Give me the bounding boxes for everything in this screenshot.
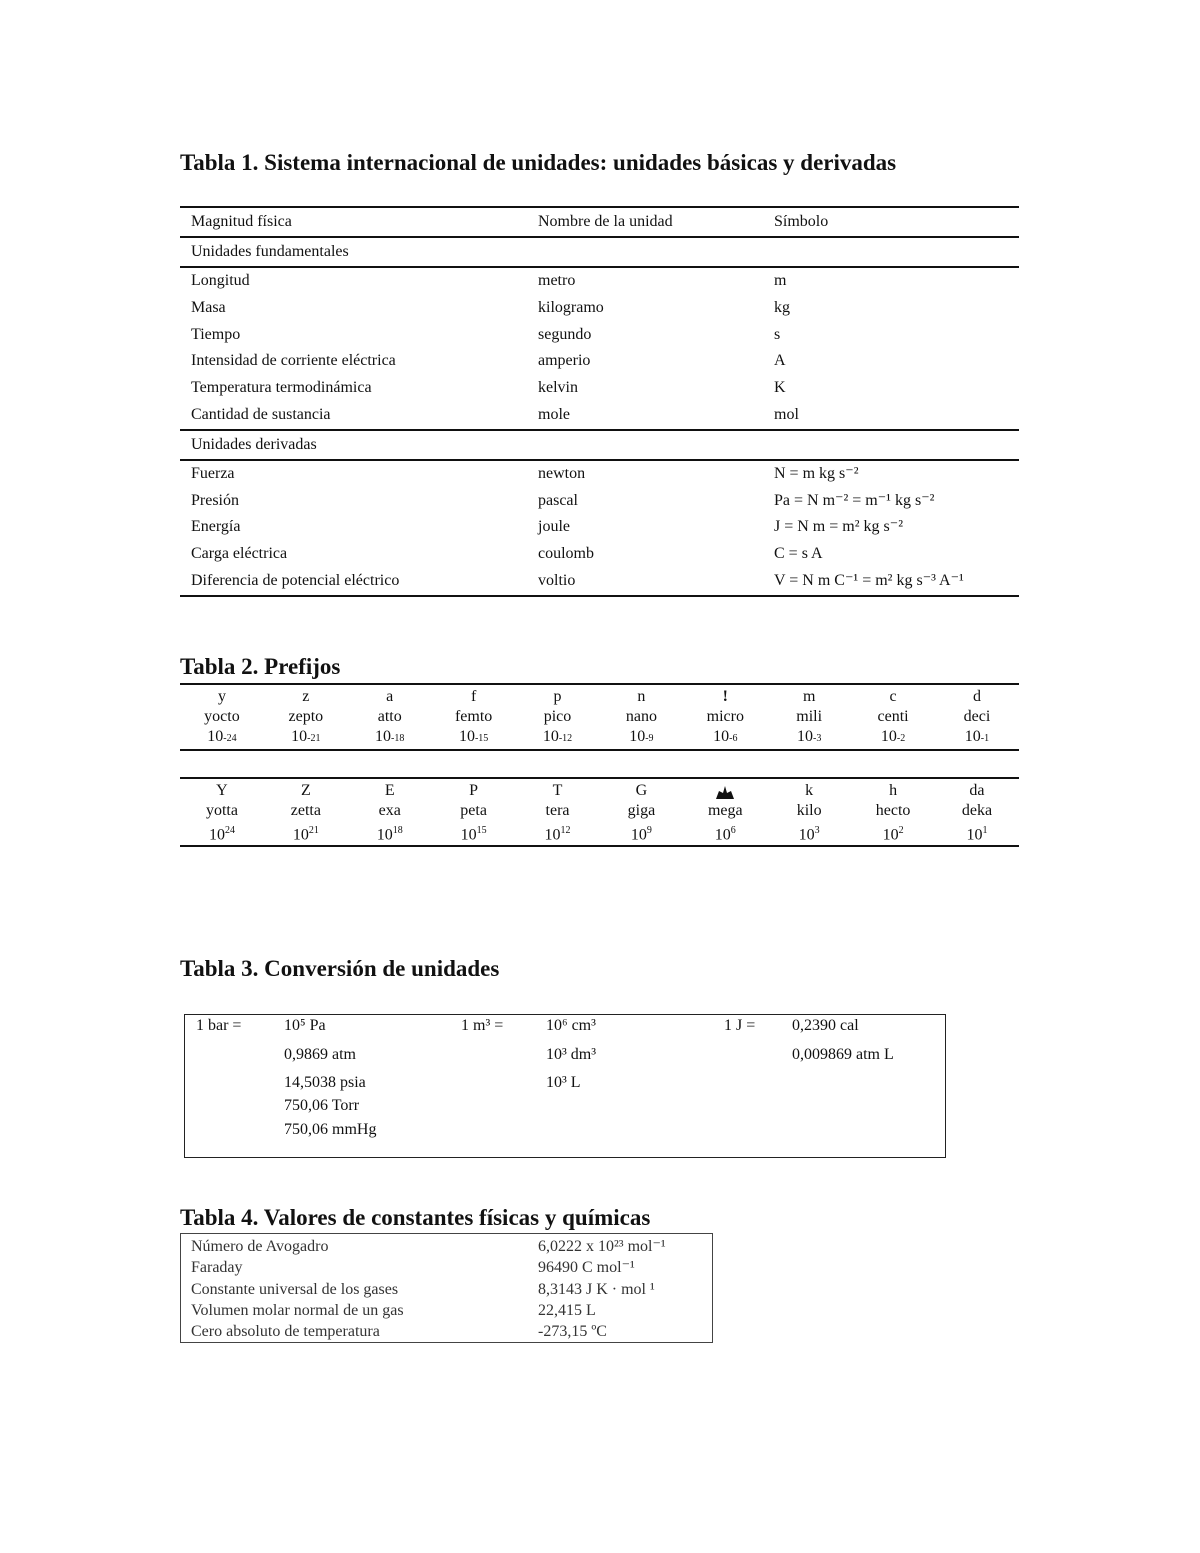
header-nombre: Nombre de la unidad (538, 213, 673, 230)
prefix-cell (348, 779, 432, 845)
tabla1 (180, 206, 1019, 597)
prefix-exponent: -18 (391, 733, 405, 744)
prefix-name: micro (706, 708, 744, 725)
prefix-name: centi (877, 708, 909, 725)
prefix-exponent: 2 (898, 825, 904, 836)
prefix-cell (264, 685, 348, 749)
prefix-exponent: 9 (646, 825, 652, 836)
prefix-symbol: f (470, 688, 477, 705)
cell-simbolo: C = s A (774, 545, 823, 563)
prefix-base: 10 (207, 728, 224, 745)
cell-nombre: pascal (538, 491, 578, 509)
cell-simbolo: s (774, 325, 781, 343)
prefix-exponent: -2 (896, 733, 906, 744)
prefix-symbol: Z (300, 782, 311, 799)
constant-name: Faraday (191, 1259, 243, 1276)
cell-magnitud: Longitud (191, 272, 250, 289)
prefix-exponent: -9 (645, 733, 654, 744)
prefix-cell (348, 685, 432, 749)
tabla1-header-row (180, 206, 1019, 236)
prefix-base: 10 (292, 826, 309, 844)
prefix-cell (683, 779, 767, 845)
cell-nombre: joule (538, 518, 570, 536)
prefix-base: 10 (713, 728, 730, 745)
prefix-name: yotta (205, 802, 238, 819)
prefix-base: 10 (882, 826, 899, 844)
section-derivadas (180, 429, 1019, 461)
prefix-base: 10 (458, 728, 475, 745)
constant-value: 96490 C mol⁻¹ (538, 1259, 635, 1276)
table-row (180, 514, 1019, 541)
table-row (180, 541, 1019, 568)
m3-value: 10³ L (546, 1074, 581, 1091)
prefix-cell (683, 685, 767, 749)
m3-value: 10⁶ cm³ (546, 1017, 596, 1034)
prefix-name: hecto (875, 802, 911, 819)
bar-value: 750,06 mmHg (284, 1121, 377, 1138)
bar-label: 1 bar = (196, 1017, 242, 1034)
prefix-cell (432, 779, 516, 845)
prefix-base: 10 (376, 826, 393, 844)
bar-value: 0,9869 atm (284, 1046, 356, 1063)
prefix-cell (516, 685, 600, 749)
bar-value: 10⁵ Pa (284, 1017, 326, 1034)
cell-nombre: kilogramo (538, 298, 604, 316)
prefix-name: peta (460, 802, 487, 819)
cell-magnitud: Temperatura termodinámica (191, 379, 372, 397)
section-label: Unidades fundamentales (191, 243, 349, 260)
section-fundamentales (180, 236, 1019, 268)
cell-simbolo: N = m kg s⁻² (774, 464, 859, 482)
prefix-symbol: c (889, 688, 897, 705)
prefix-cell (599, 685, 683, 749)
cell-nombre: coulomb (538, 545, 594, 563)
prefix-name: mega (707, 802, 743, 819)
prefix-base: 10 (798, 826, 815, 844)
prefix-name: deka (961, 802, 993, 819)
table-row (180, 402, 1019, 429)
cell-simbolo: A (774, 352, 786, 370)
table-row (180, 568, 1019, 597)
prefix-exponent: 12 (560, 825, 571, 836)
header-simbolo: Símbolo (774, 213, 829, 230)
header-magnitud: Magnitud física (191, 213, 292, 230)
cell-magnitud: Masa (191, 298, 226, 316)
j-value: 0,009869 atm L (792, 1046, 894, 1063)
prefix-symbol: n (637, 688, 646, 705)
bar-value: 750,06 Torr (284, 1097, 360, 1114)
cell-nombre: kelvin (538, 379, 578, 397)
prefix-exponent: 24 (224, 825, 235, 836)
prefix-symbol: G (635, 782, 648, 799)
table-row (180, 375, 1019, 402)
cell-magnitud: Fuerza (191, 464, 235, 482)
section-label: Unidades derivadas (191, 435, 317, 453)
prefix-symbol: m (802, 688, 816, 705)
prefix-symbol: P (469, 782, 479, 799)
table-row (181, 1257, 712, 1278)
cell-magnitud: Diferencia de potencial eléctrico (191, 571, 400, 589)
prefix-cell (599, 779, 683, 845)
table-row (181, 1236, 712, 1257)
prefix-cell (432, 685, 516, 749)
constant-value: 6,0222 x 10²³ mol⁻¹ (538, 1238, 666, 1255)
prefix-cell (935, 779, 1019, 845)
prefix-base: 10 (291, 728, 308, 745)
cell-nombre: segundo (538, 325, 592, 343)
prefix-exponent: 1 (982, 825, 988, 836)
prefix-base: 10 (797, 728, 813, 745)
constant-value: 22,415 L (538, 1302, 596, 1319)
constant-name: Constante universal de los gases (191, 1281, 399, 1298)
tabla1-title: Tabla 1. Sistema internacional de unidades: unidades básicas y derivadas (180, 150, 897, 175)
prefix-name: femto (454, 708, 493, 725)
prefix-exponent: 18 (392, 825, 403, 836)
prefix-name: mili (796, 708, 823, 725)
prefix-name: nano (625, 708, 657, 725)
prefix-base: 10 (542, 728, 559, 745)
cell-nombre: newton (538, 464, 586, 482)
j-value: 0,2390 cal (792, 1017, 859, 1034)
cell-simbolo: Pa = N m⁻² = m⁻¹ kg s⁻² (774, 491, 935, 509)
prefix-base: 10 (880, 728, 897, 745)
table-row (181, 1279, 712, 1300)
table-row (181, 1300, 712, 1321)
prefix-cell (935, 685, 1019, 749)
prefix-name: zepto (288, 708, 324, 725)
constant-name: Número de Avogadro (191, 1238, 329, 1255)
prefix-exponent: -15 (474, 733, 489, 744)
cell-magnitud: Carga eléctrica (191, 545, 288, 563)
bar-value: 14,5038 psia (284, 1074, 366, 1091)
table-row (180, 348, 1019, 375)
j-label: 1 J = (724, 1017, 756, 1034)
cell-magnitud: Intensidad de corriente eléctrica (191, 352, 396, 370)
prefix-name: deci (963, 708, 991, 725)
prefix-symbol: k (805, 782, 814, 799)
prefix-name: yocto (204, 708, 240, 725)
tabla3-conversion-box (184, 1014, 946, 1158)
prefix-cell (851, 779, 935, 845)
prefix-name: exa (378, 802, 401, 819)
prefix-exponent: 15 (476, 825, 487, 836)
prefix-name: pico (543, 708, 572, 725)
prefix-exponent: -6 (729, 733, 738, 744)
prefix-symbol: ! (722, 688, 728, 705)
prefix-name: giga (627, 802, 656, 819)
prefix-exponent: -12 (558, 733, 573, 744)
prefix-name: atto (377, 708, 402, 725)
tabla3-title: Tabla 3. Conversión de unidades (180, 956, 500, 981)
cell-simbolo: kg (774, 298, 790, 316)
cell-nombre: voltio (538, 571, 576, 589)
prefix-exponent: 3 (814, 825, 820, 836)
prefix-cell (767, 685, 851, 749)
prefix-base: 10 (964, 728, 981, 745)
cell-magnitud: Cantidad de sustancia (191, 405, 331, 423)
mega-prefix-glyph-icon (683, 781, 767, 801)
cell-simbolo: mol (774, 405, 799, 423)
prefix-name: kilo (796, 802, 822, 819)
prefix-cell (180, 685, 264, 749)
cell-magnitud: Tiempo (191, 325, 241, 343)
m3-label: 1 m³ = (461, 1017, 504, 1034)
cell-magnitud: Energía (191, 518, 241, 536)
prefix-cell (516, 779, 600, 845)
table-row (180, 488, 1019, 515)
m3-value: 10³ dm³ (546, 1046, 597, 1063)
cell-simbolo: K (774, 379, 786, 397)
tabla4-title: Tabla 4. Valores de constantes físicas y químicas (180, 1205, 651, 1230)
cell-nombre: amperio (538, 352, 591, 370)
cell-magnitud: Presión (191, 491, 239, 509)
table-row (181, 1321, 712, 1342)
prefix-base: 10 (375, 728, 392, 745)
prefix-exponent: -1 (980, 733, 990, 744)
prefix-base: 10 (460, 826, 477, 844)
constant-value: 8,3143 J K · mol ¹ (538, 1281, 655, 1298)
constant-name: Volumen molar normal de un gas (191, 1302, 404, 1319)
table-row (180, 268, 1019, 295)
cell-simbolo: V = N m C⁻¹ = m² kg s⁻³ A⁻¹ (774, 571, 964, 589)
prefix-cell (180, 779, 264, 845)
constant-name: Cero absoluto de temperatura (191, 1323, 380, 1340)
prefijos-multiplos (180, 777, 1019, 847)
tabla4-constantes (180, 1233, 713, 1343)
prefix-cell (851, 685, 935, 749)
table-row (180, 322, 1019, 349)
cell-nombre: metro (538, 272, 576, 289)
tabla2-title: Tabla 2. Prefijos (180, 654, 341, 679)
prefix-exponent: -3 (813, 733, 822, 744)
prefix-symbol: Y (216, 782, 228, 799)
cell-simbolo: J = N m = m² kg s⁻² (774, 518, 903, 536)
prefix-base: 10 (966, 826, 983, 844)
cell-nombre: mole (538, 405, 570, 423)
prefix-name: tera (545, 802, 570, 819)
prefijos-submultiplos (180, 683, 1019, 751)
prefix-exponent: 21 (308, 825, 319, 836)
prefix-base: 10 (544, 826, 561, 844)
prefix-cell (264, 779, 348, 845)
prefix-exponent: -24 (223, 733, 237, 744)
cell-simbolo: m (774, 272, 787, 289)
prefix-symbol: da (969, 782, 985, 799)
prefix-symbol: E (384, 782, 395, 799)
prefix-name: zetta (290, 802, 321, 819)
prefix-base: 10 (629, 728, 646, 745)
prefix-symbol: p (553, 688, 562, 705)
constant-value: -273,15 ºC (538, 1323, 607, 1340)
prefix-symbol: z (302, 688, 310, 705)
prefix-symbol: d (972, 688, 981, 705)
prefix-exponent: -21 (307, 733, 321, 744)
table-row (180, 461, 1019, 488)
prefix-exponent: 6 (730, 825, 736, 836)
prefix-symbol: a (386, 688, 394, 705)
table-row (180, 295, 1019, 322)
prefix-symbol: y (217, 688, 226, 705)
prefix-base: 10 (630, 826, 647, 844)
prefix-base: 10 (714, 826, 731, 844)
prefix-symbol: h (889, 782, 898, 799)
prefix-symbol: T (552, 782, 563, 799)
prefix-base: 10 (208, 826, 225, 844)
prefix-cell (767, 779, 851, 845)
